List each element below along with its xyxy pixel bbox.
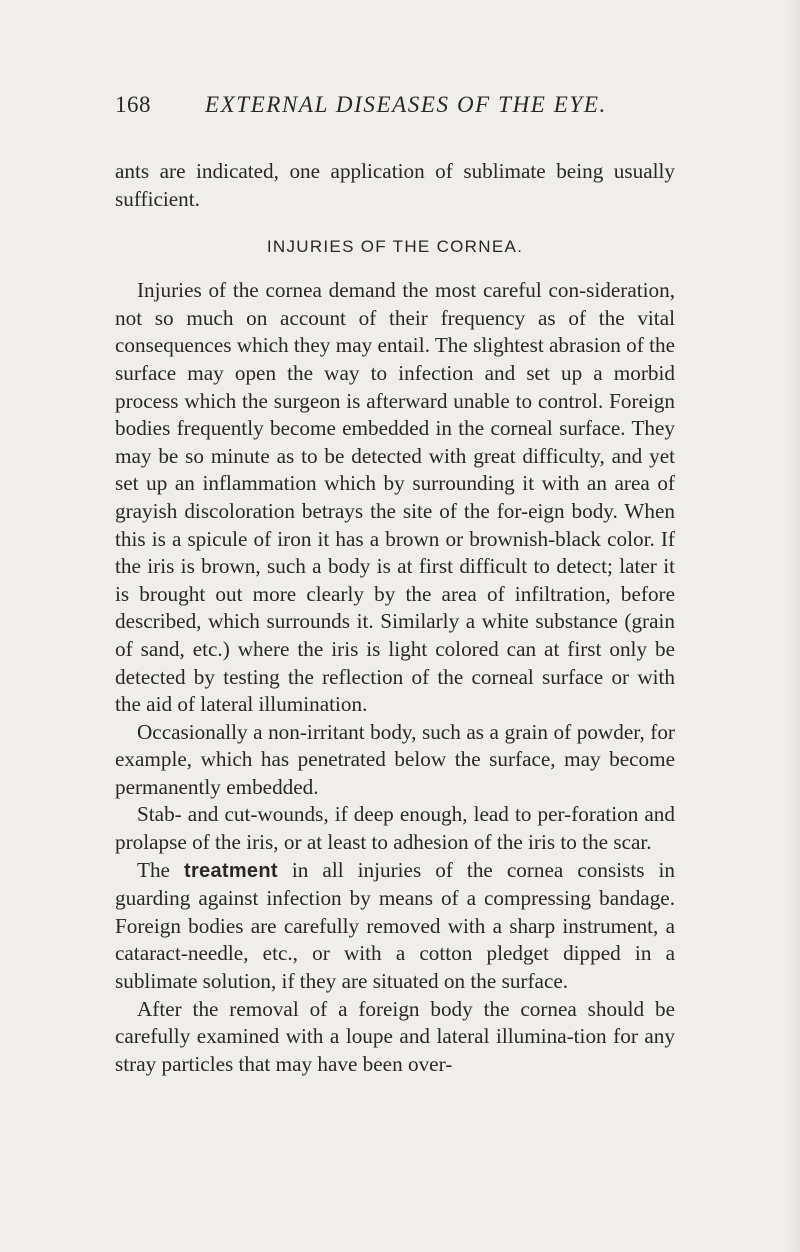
paragraph-after-removal: After the removal of a foreign body the cornea should be carefully examined with a loupe and lateral illumina-tion for any stray particles that may have been over- [115, 996, 675, 1076]
running-title: EXTERNAL DISEASES OF THE EYE. [205, 92, 607, 117]
running-head [115, 92, 695, 132]
paragraph-treatment [115, 857, 675, 996]
continuation-paragraph: ants are indicated, one application of sublimate being usually sufficient. [115, 159, 675, 211]
paragraph-non-irritant: Occasionally a non-irritant body, such as a grain of powder, for example, which has penetrated below the surface, may become permanently embedded. [115, 719, 675, 799]
paragraph-stab-wounds: Stab- and cut-wounds, if deep enough, lead to per-foration and prolapse of the iris, or at least to adhesion of the iris to the scar. [115, 802, 675, 855]
page-number: 168 [115, 92, 151, 117]
section-heading: INJURIES OF THE CORNEA. [266, 237, 524, 257]
paragraph-foreign-bodies: Injuries of the cornea demand the most careful con-sideration, not so much on account of their frequency as of the vital consequences which they may entail. The slightest abrasion of the surface may open the way to infection and set up a morbid process which the surgeon is afterward unable to control. Foreign bodies frequently become embedded in the corneal surface. They may be so minute as to be detected with great difficulty, and yet set up an inflammation which by surrounding it with an area of grayish discoloration betrays the site of the for-eign body. When this is a spicule of iron it has a brown or brownish-black color. If the iris is brown, such a body is at first difficult to detect; later it is brought out more clearly by the area of infiltration, before described, which surrounds it. Similarly a white substance (grain of sand, etc.) where the iris is light colored can at first only be detected by testing the reflection of the corneal surface or with the aid of lateral illumination. [115, 278, 675, 717]
body-text [115, 158, 675, 1078]
page-edge-shadow [786, 0, 800, 1252]
treatment-lead: The [137, 857, 170, 882]
treatment-text: in all injuries of the cornea consists in guarding against infection by means of a compressing bandage. Foreign bodies are carefully removed with a sharp instrument, a cataract-needle, etc., or with a cotton pledget dipped in a sublimate solution, if they are situated on the surface. [115, 857, 675, 994]
treatment-keyword: treatment [184, 859, 278, 882]
